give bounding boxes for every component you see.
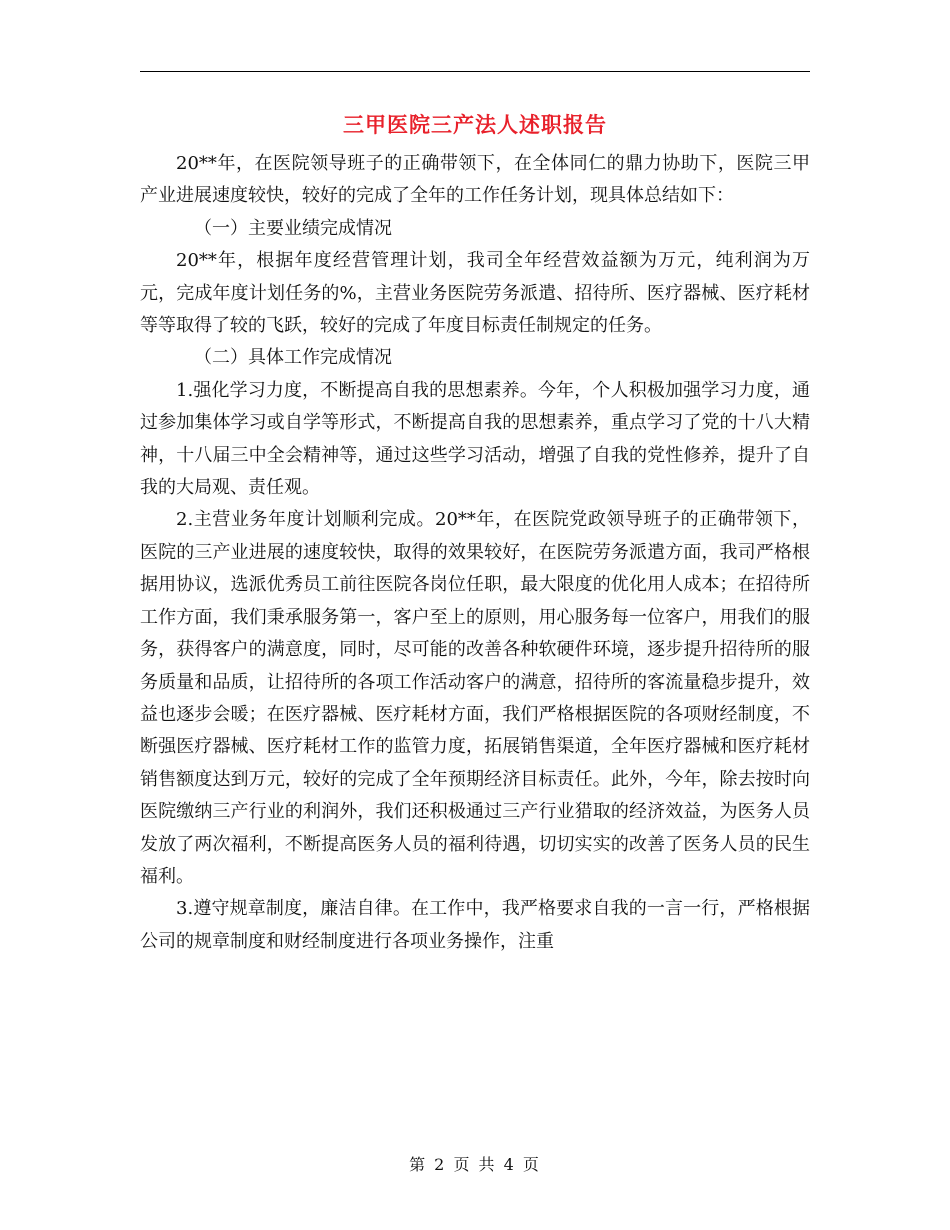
header-rule <box>140 71 810 72</box>
paragraph-item-3: 3.遵守规章制度，廉洁自律。在工作中，我严格要求自我的一言一行，严格根据公司的规章制度和财经制度进行各项业务操作，注重 <box>140 898 810 952</box>
paragraph-intro: 20**年，在医院领导班子的正确带领下，在全体同仁的鼎力协助下，医院三甲产业进展速度较快，较好的完成了全年的工作任务计划，现具体总结如下： <box>140 153 810 207</box>
paragraph-item-1: 1.强化学习力度，不断提高自我的思想素养。今年，个人积极加强学习力度，通过参加集体学习或自学等形式，不断提高自我的思想素养，重点学习了党的十八大精神，十八届三中全会精神等，通过这些学习活动，增强了自我的党性修养，提升了自我的大局观、责任观。 <box>140 379 810 499</box>
document-title: 三甲医院三产法人述职报告 <box>343 112 607 137</box>
paragraph-item-2: 2.主营业务年度计划顺利完成。20**年，在医院党政领导班子的正确带领下，医院的三产业进展的速度较快，取得的效果较好，在医院劳务派遣方面，我司严格根据用协议，选派优秀员工前往医院各岗位任职，最大限度的优化用人成本；在招待所工作方面，我们秉承服务第一，客户至上的原则，用心服务每一位客户，用我们的服务，获得客户的满意度，同时，尽可能的改善各种软硬件环境，逐步提升招待所的服务质量和品质，让招待所的各项工作活动客户的满意，招待所的客流量稳步提升，效益也逐步会暖；在医疗器械、医疗耗材方面，我们严格根据医院的各项财经制度，不断强医疗器械、医疗耗材工作的监管力度，拓展销售渠道，全年医疗器械和医疗耗材销售额度达到万元，较好的完成了全年预期经济目标责任。此外，今年，除去按时向医院缴纳三产行业的利润外，我们还积极通过三产行业猎取的经济效益，为医务人员发放了两次福利，不断提高医务人员的福利待遇，切切实实的改善了医务人员的民生福利。 <box>140 509 810 887</box>
paragraph-performance: 20**年，根据年度经营管理计划，我司全年经营效益额为万元，纯利润为万元，完成年度计划任务的%，主营业务医院劳务派遣、招待所、医疗器械、医疗耗材等等取得了较的飞跃，较好的完成了年度目标责任制规定的任务。 <box>140 250 810 337</box>
page-footer: 第 2 页 共 4 页 <box>409 1155 541 1174</box>
document-body <box>140 148 810 958</box>
section-heading-1: （一）主要业绩完成情况 <box>194 217 392 239</box>
section-heading-2: （二）具体工作完成情况 <box>194 347 392 369</box>
